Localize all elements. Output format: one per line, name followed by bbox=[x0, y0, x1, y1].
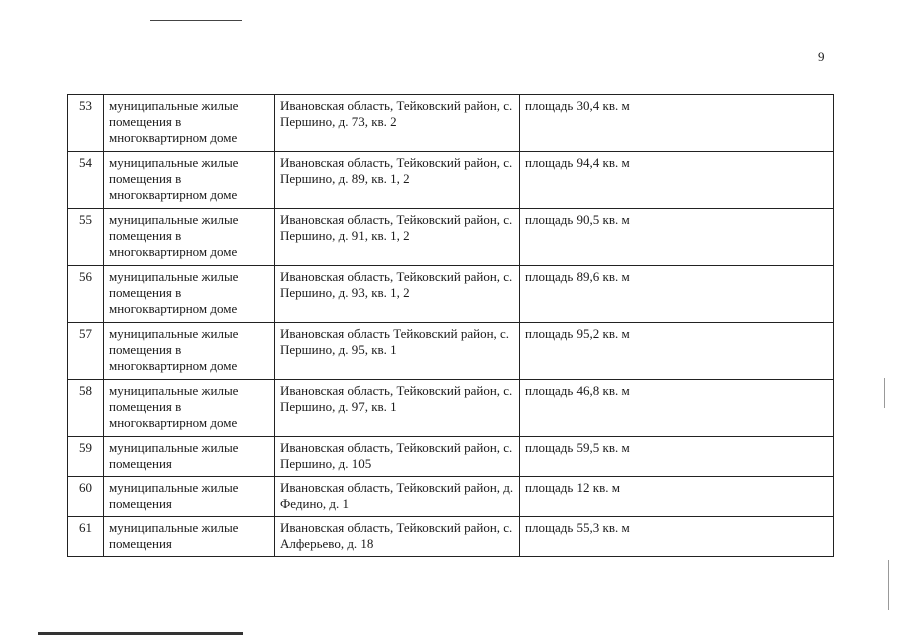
row-number: 55 bbox=[68, 209, 104, 266]
page-number: 9 bbox=[818, 49, 825, 64]
property-description: муниципальные жилые помещения bbox=[104, 477, 275, 517]
property-address: Ивановская область, Тейковский район, с. Першино, д. 93, кв. 1, 2 bbox=[275, 266, 520, 323]
property-area: площадь 55,3 кв. м bbox=[520, 517, 834, 557]
property-area: площадь 89,6 кв. м bbox=[520, 266, 834, 323]
table-row bbox=[68, 380, 834, 437]
row-number: 61 bbox=[68, 517, 104, 557]
table-row bbox=[68, 152, 834, 209]
table-row bbox=[68, 266, 834, 323]
row-number: 59 bbox=[68, 437, 104, 477]
property-address: Ивановская область, Тейковский район, с. Першино, д. 89, кв. 1, 2 bbox=[275, 152, 520, 209]
row-number: 54 bbox=[68, 152, 104, 209]
property-description: муниципальные жилые помещения в многоквартирном доме bbox=[104, 380, 275, 437]
property-area: площадь 90,5 кв. м bbox=[520, 209, 834, 266]
table-row bbox=[68, 95, 834, 152]
property-address: Ивановская область, Тейковский район, с. Першино, д. 105 bbox=[275, 437, 520, 477]
property-address: Ивановская область, Тейковский район, с. Першино, д. 73, кв. 2 bbox=[275, 95, 520, 152]
property-area: площадь 95,2 кв. м bbox=[520, 323, 834, 380]
property-description: муниципальные жилые помещения bbox=[104, 437, 275, 477]
property-description: муниципальные жилые помещения в многоквартирном доме bbox=[104, 95, 275, 152]
scan-mark bbox=[884, 378, 885, 408]
table-row bbox=[68, 477, 834, 517]
table-row bbox=[68, 323, 834, 380]
property-address: Ивановская область, Тейковский район, д. Федино, д. 1 bbox=[275, 477, 520, 517]
row-number: 53 bbox=[68, 95, 104, 152]
property-description: муниципальные жилые помещения в многоквартирном доме bbox=[104, 152, 275, 209]
row-number: 60 bbox=[68, 477, 104, 517]
bottom-rule bbox=[38, 632, 243, 635]
row-number: 57 bbox=[68, 323, 104, 380]
row-number: 56 bbox=[68, 266, 104, 323]
property-area: площадь 12 кв. м bbox=[520, 477, 834, 517]
property-description: муниципальные жилые помещения bbox=[104, 517, 275, 557]
property-description: муниципальные жилые помещения в многоквартирном доме bbox=[104, 266, 275, 323]
top-rule bbox=[150, 20, 242, 21]
property-address: Ивановская область, Тейковский район, с. Першино, д. 97, кв. 1 bbox=[275, 380, 520, 437]
table-row bbox=[68, 437, 834, 477]
table-row bbox=[68, 517, 834, 557]
property-description: муниципальные жилые помещения в многоквартирном доме bbox=[104, 323, 275, 380]
scan-mark bbox=[888, 560, 889, 610]
property-description: муниципальные жилые помещения в многоквартирном доме bbox=[104, 209, 275, 266]
property-area: площадь 59,5 кв. м bbox=[520, 437, 834, 477]
property-address: Ивановская область Тейковский район, с. Першино, д. 95, кв. 1 bbox=[275, 323, 520, 380]
property-address: Ивановская область, Тейковский район, с. Алферьево, д. 18 bbox=[275, 517, 520, 557]
property-table bbox=[67, 94, 834, 557]
property-area: площадь 30,4 кв. м bbox=[520, 95, 834, 152]
table-row bbox=[68, 209, 834, 266]
property-address: Ивановская область, Тейковский район, с. Першино, д. 91, кв. 1, 2 bbox=[275, 209, 520, 266]
property-area: площадь 46,8 кв. м bbox=[520, 380, 834, 437]
row-number: 58 bbox=[68, 380, 104, 437]
property-area: площадь 94,4 кв. м bbox=[520, 152, 834, 209]
